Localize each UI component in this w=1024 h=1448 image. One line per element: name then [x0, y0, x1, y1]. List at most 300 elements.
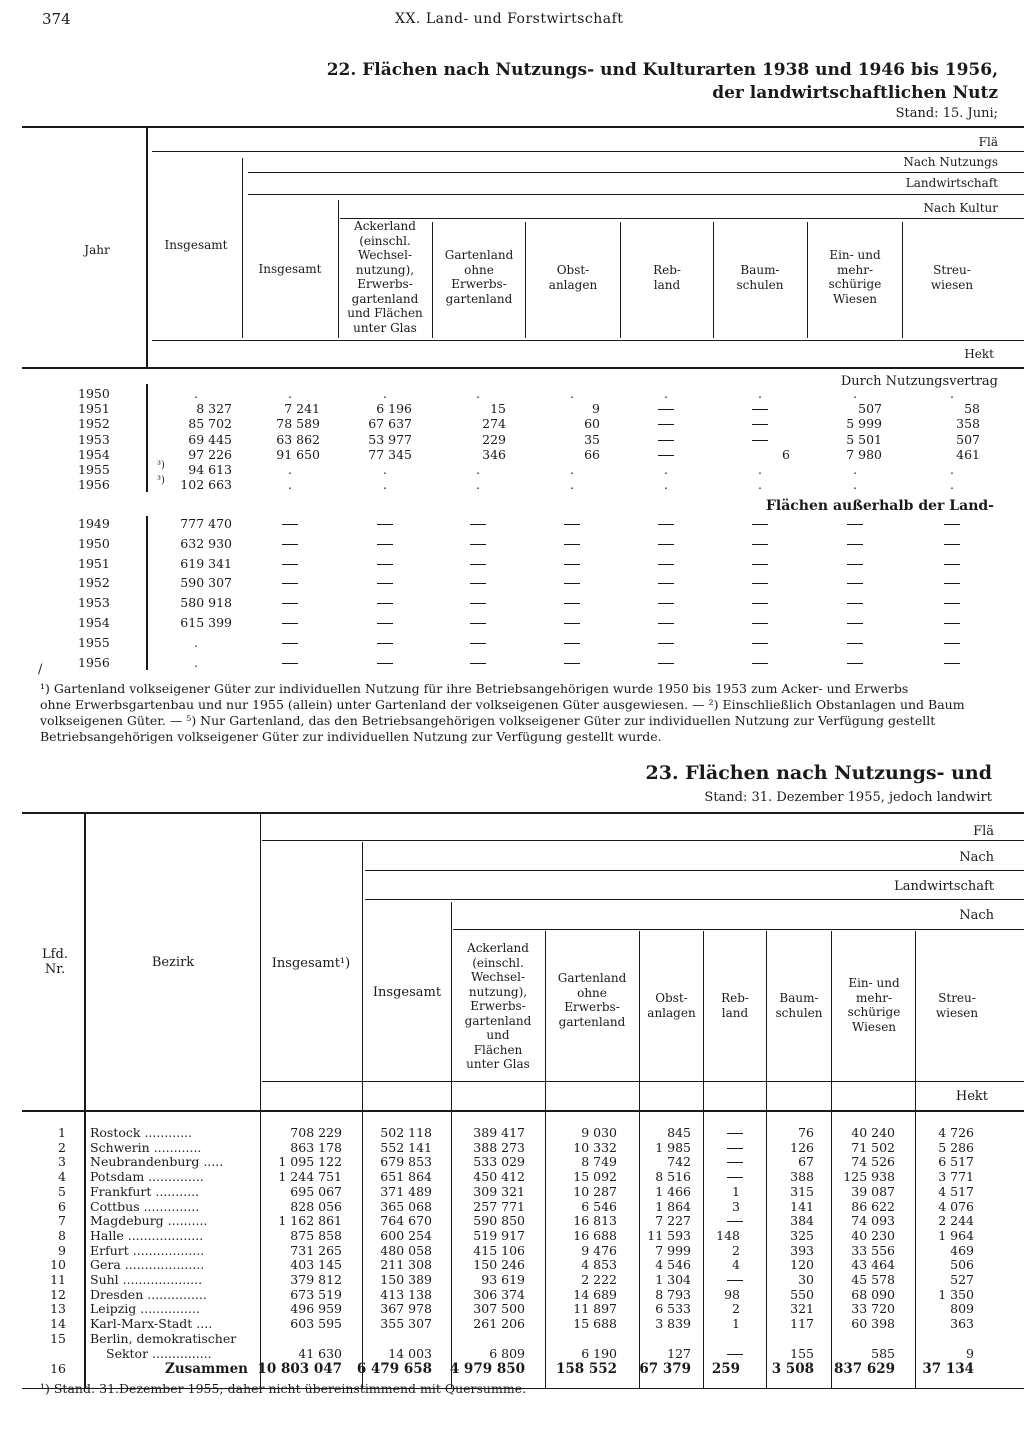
- dash: [944, 643, 960, 644]
- t23-h-streu: Streu- wiesen: [935, 991, 979, 1020]
- t23-h-fla: Flä: [973, 824, 994, 839]
- dash: [658, 409, 674, 410]
- t23-cell: 1 350: [938, 1286, 974, 1302]
- t23-cell: 141: [790, 1198, 814, 1214]
- t22-note-ref: ³): [157, 460, 165, 471]
- t22-note-ref: ³): [157, 475, 165, 487]
- t23-cell: 875 858: [290, 1227, 342, 1243]
- t22-cell: 8 327: [196, 401, 232, 417]
- t23-h-lfd-nr: Lfd. Nr.: [42, 947, 68, 977]
- t22-cell: .: [758, 477, 762, 493]
- t22-cell: [278, 516, 302, 531]
- t22-head-bottom-rule: [22, 367, 1024, 369]
- dash: [752, 409, 768, 410]
- dash: [564, 564, 580, 565]
- t23-rule-lw: [365, 899, 1024, 900]
- t23-row-nr: 9: [58, 1242, 66, 1258]
- dash: [282, 583, 298, 584]
- t22-cell: .: [383, 477, 387, 493]
- t23-cell: 33 720: [851, 1301, 895, 1317]
- t22-cell: .: [476, 462, 480, 477]
- t22-cell: [373, 655, 397, 670]
- t22-cell: .: [758, 386, 762, 401]
- t22-cell: [748, 536, 772, 551]
- t23-cell: 10 332: [573, 1139, 617, 1155]
- t22-cell: [560, 615, 584, 630]
- t22-vrule-3: [432, 222, 433, 338]
- dash: [752, 424, 768, 425]
- t23-cell: 127: [667, 1345, 691, 1361]
- dash: [282, 643, 298, 644]
- t23-total-cell: 6 479 658: [356, 1361, 432, 1378]
- running-head: XX. Land- und Forstwirtschaft: [395, 11, 624, 27]
- t23-cell: 9 476: [581, 1242, 617, 1258]
- t22-rule-hekt-top: [152, 340, 1024, 341]
- dash: [847, 663, 863, 664]
- t23-cell: 86 622: [851, 1198, 895, 1214]
- t23-row-bezirk: Gera ....................: [90, 1257, 205, 1273]
- t23-cell: 1: [732, 1183, 740, 1199]
- t22-cell: [373, 536, 397, 551]
- dash: [847, 603, 863, 604]
- t22-cell: 91 650: [276, 446, 320, 462]
- t23-cell: 519 917: [473, 1227, 525, 1243]
- t23-cell: 6 533: [655, 1301, 691, 1317]
- t23-cell: 16 688: [573, 1227, 617, 1243]
- t23-row-nr: 16: [50, 1361, 66, 1377]
- dash: [470, 583, 486, 584]
- t23-cell: 9: [966, 1345, 974, 1361]
- t22-year: 1955: [78, 462, 110, 477]
- t23-row-bezirk: Dresden ...............: [90, 1286, 207, 1302]
- t23-row-bezirk: Berlin, demokratischer: [90, 1330, 237, 1346]
- dash: [282, 564, 298, 565]
- t22-vrule-1: [242, 158, 243, 338]
- t22-cell: [748, 655, 772, 670]
- t22-cell: [748, 416, 772, 431]
- t23-cell: 506: [950, 1257, 974, 1273]
- t23-row-nr: 12: [50, 1286, 66, 1302]
- t23-cell: 828 056: [290, 1198, 342, 1214]
- t23-cell: 150 389: [380, 1272, 432, 1287]
- t22-cell: [748, 615, 772, 630]
- dash: [470, 623, 486, 624]
- t22-cell: [654, 536, 678, 551]
- t22-rule-fla: [152, 151, 1024, 152]
- t23-h-insgesamt2: Insgesamt: [372, 985, 442, 1000]
- t22-cell: [278, 575, 302, 590]
- t23-cell: 1 864: [655, 1198, 691, 1214]
- t22-cell: [466, 556, 490, 571]
- t23-cell: 41 630: [298, 1345, 342, 1361]
- t22-year: 1954: [78, 446, 110, 462]
- dash: [944, 603, 960, 604]
- t23-cell: 6 517: [938, 1154, 974, 1170]
- t23-cell: 257 771: [473, 1198, 525, 1214]
- t23-cell: 67: [798, 1154, 814, 1170]
- t22-cell: [466, 635, 490, 650]
- t22-cell: [940, 536, 964, 551]
- t22-cell: [373, 556, 397, 571]
- t23-cell: 321: [790, 1301, 814, 1317]
- t23-cell: 120: [790, 1257, 814, 1273]
- t23-cell: 7 227: [655, 1213, 691, 1229]
- t22-h-jahr: Jahr: [84, 243, 110, 257]
- t23-h-ackerland: Ackerland (einschl. Wechsel- nutzung), Erwerbs- gartenland und Flächen unter Glas: [464, 941, 532, 1071]
- t22-h-gartenland: Gartenland ohne Erwerbs- gartenland: [444, 248, 514, 306]
- t22-cell: [843, 655, 867, 670]
- dash: [564, 603, 580, 604]
- dash: [944, 544, 960, 545]
- t23-cell: 552 141: [380, 1139, 432, 1155]
- t22-vrule-5: [620, 222, 621, 338]
- t22-year: 1954: [78, 615, 110, 630]
- t23-head-bottom-rule: [22, 1110, 1024, 1112]
- dash: [847, 583, 863, 584]
- t23-total-cell: 259: [711, 1361, 740, 1378]
- t22-cell: 6 196: [376, 401, 412, 417]
- t22-cell: 580 918: [180, 595, 232, 611]
- t22-vrule-6: [713, 222, 714, 338]
- dash: [658, 603, 674, 604]
- t22-cell: [654, 655, 678, 670]
- t22-cell: [560, 635, 584, 650]
- t22-cell: 5 501: [846, 431, 882, 447]
- t23-cell: 384: [790, 1213, 814, 1229]
- t23-rule-fla: [262, 840, 1024, 841]
- t22-cell: [278, 536, 302, 551]
- dash: [944, 583, 960, 584]
- t23-cell: 2 244: [938, 1213, 974, 1229]
- t22-cell: [940, 635, 964, 650]
- t23-cell: 68 090: [851, 1286, 895, 1302]
- dash: [658, 544, 674, 545]
- t23-cell: 2: [732, 1242, 740, 1258]
- t23-rule-hekt-top: [262, 1081, 1024, 1082]
- t22-cell: [654, 401, 678, 416]
- t23-row-nr: 8: [58, 1227, 66, 1243]
- t22-cell: [560, 536, 584, 551]
- dash: [847, 524, 863, 525]
- t23-cell: 60 398: [851, 1316, 895, 1332]
- t22-cell: [560, 655, 584, 670]
- t22-cell: 9: [592, 401, 600, 417]
- t22-cell: [843, 595, 867, 610]
- t22-section1-label: Durch Nutzungsvertrag: [840, 374, 998, 389]
- t23-cell: 5 286: [938, 1139, 974, 1155]
- t23-cell: 389 417: [473, 1125, 525, 1140]
- t23-cell: 679 853: [380, 1154, 432, 1170]
- t23-h-reb: Reb- land: [721, 991, 749, 1020]
- t23-total-cell: 837 629: [833, 1361, 895, 1378]
- t23-h-landwirtschaft: Landwirtschaft: [894, 879, 994, 894]
- t22-cell: [940, 615, 964, 630]
- t22-cell: [466, 595, 490, 610]
- t23-cell: 306 374: [473, 1286, 525, 1302]
- t23-cell: 496 959: [290, 1301, 342, 1317]
- t22-cell: [373, 575, 397, 590]
- t22-year: 1956: [78, 654, 110, 670]
- t22-year: 1953: [78, 431, 110, 447]
- t23-row-nr: 13: [50, 1301, 66, 1317]
- t23-cell: 93 619: [481, 1272, 525, 1287]
- t22-cell: [843, 635, 867, 650]
- t22-cell: .: [950, 462, 954, 477]
- t22-cell: [654, 595, 678, 610]
- t22-cell: .: [383, 386, 387, 401]
- dash: [377, 643, 393, 644]
- t23-total-cell: 158 552: [555, 1361, 617, 1378]
- t22-cell: [654, 615, 678, 630]
- dash: [752, 524, 768, 525]
- dash: [282, 623, 298, 624]
- t23-row-bezirk: Frankfurt ...........: [90, 1183, 200, 1199]
- t23-cell: 379 812: [290, 1272, 342, 1287]
- t23-cell: 261 206: [473, 1316, 525, 1332]
- t22-year: 1953: [78, 595, 110, 611]
- t22-cell: 5 999: [846, 416, 882, 432]
- t23-cell: 1 304: [655, 1272, 691, 1287]
- t22-cell: 6: [782, 446, 790, 462]
- t23-cell: 211 308: [380, 1257, 432, 1273]
- t22-cell: 346: [482, 446, 506, 462]
- t23-cell: 6 546: [581, 1198, 617, 1214]
- t22-h-ackerland: Ackerland (einschl. Wechsel- nutzung), Erwerbs- gartenland und Flächen unter Glas: [347, 219, 423, 335]
- dash: [564, 643, 580, 644]
- t22-cell: [466, 516, 490, 531]
- t22-cell: [278, 655, 302, 670]
- t23-h-insgesamt: Insgesamt¹): [271, 956, 351, 971]
- t22-cell: [466, 575, 490, 590]
- t23-h-wiesen: Ein- und mehr- schürige Wiesen: [847, 976, 901, 1034]
- t22-cell: [748, 556, 772, 571]
- t22-footnotes: ¹) Gartenland volkseigener Güter zur individuellen Nutzung für ihre Betriebsangehörigen wurde 1950 bis 1953 zum Acker- und Erwerbs ohne Erwerbsgartenbau und nur 1955 (allein) unter Gartenland der volkseigenen Güter ausgewiesen. — ²) Einschließlich Obstanlagen und Baum volkseigenen Güter. — ⁵) Nur Gartenland, das den Betriebsangehörigen volkseigener Güter zur individuellen Nutzung zur Verfügung gestellt Betriebsangehörigen volkseigener Güter zur individuellen Nutzung zur Verfügung gestellt wurde.: [40, 681, 965, 744]
- t22-cell: .: [476, 477, 480, 493]
- t23-cell: 1 985: [655, 1139, 691, 1155]
- t23-total-cell: 37 134: [922, 1361, 974, 1378]
- t23-cell: 33 556: [851, 1242, 895, 1258]
- t23-cell: 125 938: [843, 1169, 895, 1185]
- t23-total-cell: 3 508: [771, 1361, 814, 1378]
- t23-cell: 502 118: [380, 1125, 432, 1140]
- t22-cell: [278, 635, 302, 650]
- t23-row-nr: 10: [50, 1257, 66, 1273]
- dash: [658, 623, 674, 624]
- t23-row-bezirk: Rostock ............: [90, 1125, 193, 1140]
- t22-cell: 94 613: [188, 462, 232, 477]
- t22-h-hekt: Hekt: [964, 347, 994, 361]
- t23-cell: 742: [667, 1154, 691, 1170]
- t22-cell: [560, 575, 584, 590]
- t23-row-nr: 7: [58, 1213, 66, 1229]
- t22-cell: [373, 595, 397, 610]
- t23-cell: 45 578: [851, 1272, 895, 1287]
- t23-cell: 2 222: [581, 1272, 617, 1287]
- t22-h-baum: Baum- schulen: [736, 263, 784, 292]
- t22-cell: 358: [956, 416, 980, 432]
- t22-h-fla: Flä: [978, 135, 998, 149]
- t22-cell: .: [570, 462, 574, 477]
- t22-cell: .: [383, 462, 387, 477]
- t22-cell: [843, 556, 867, 571]
- t23-rule-nach2: [453, 929, 1024, 930]
- dash: [658, 663, 674, 664]
- t23-total-label: Zusammen: [165, 1361, 248, 1378]
- t23-cell: 4 853: [581, 1257, 617, 1273]
- t23-cell: 14 689: [573, 1286, 617, 1302]
- t22-cell: [748, 432, 772, 447]
- t22-cell: .: [570, 386, 574, 401]
- t23-cell: 11 897: [573, 1301, 617, 1317]
- t23-cell: 6 809: [489, 1345, 525, 1361]
- t22-cell: [654, 575, 678, 590]
- dash: [752, 583, 768, 584]
- t23-cell: 550: [790, 1286, 814, 1302]
- t23-total-cell: 4 979 850: [449, 1361, 525, 1378]
- t23-cell: 585: [871, 1345, 895, 1361]
- t22-cell: 69 445: [188, 431, 232, 447]
- t22-cell: [748, 595, 772, 610]
- t23-total-cell: 10 803 047: [257, 1361, 342, 1378]
- t22-cell: 632 930: [180, 535, 232, 551]
- t22-year: 1955: [78, 634, 110, 650]
- t22-cell: 229: [482, 431, 506, 447]
- t23-cell: 355 307: [380, 1316, 432, 1332]
- t22-cell: 63 862: [276, 431, 320, 447]
- t23-cell: 4 726: [938, 1125, 974, 1140]
- t22-cell: [940, 655, 964, 670]
- dash: [377, 603, 393, 604]
- t23-cell: 16 813: [573, 1213, 617, 1229]
- dash: [470, 663, 486, 664]
- t22-cell: .: [853, 462, 857, 477]
- t23-h-hekt: Hekt: [955, 1089, 988, 1104]
- t23-cell: 845: [667, 1125, 691, 1140]
- t23-top-rule: [22, 812, 1024, 814]
- t23-row-bezirk: Suhl ....................: [90, 1272, 203, 1287]
- t22-cell: 590 307: [180, 575, 232, 591]
- t23-cell: 469: [950, 1242, 974, 1258]
- t22-cell: 274: [482, 416, 506, 432]
- t23-cell: 30: [798, 1272, 814, 1287]
- t22-cell: [560, 516, 584, 531]
- t22-cell: [466, 655, 490, 670]
- t23-h-bezirk: Bezirk: [151, 955, 195, 970]
- t23-cell: 74 526: [851, 1154, 895, 1170]
- t23-row-bezirk: Karl-Marx-Stadt ....: [90, 1316, 213, 1332]
- t23-cell: 315: [790, 1183, 814, 1199]
- t22-cell: [560, 556, 584, 571]
- t23-cell: 40 240: [851, 1125, 895, 1140]
- t22-cell: .: [664, 386, 668, 401]
- dash: [752, 663, 768, 664]
- t23-cell: 415 106: [473, 1242, 525, 1258]
- t23-row-bezirk: Sektor ...............: [106, 1345, 212, 1361]
- t22-cell: 60: [584, 416, 600, 432]
- t23-cell: 117: [790, 1316, 814, 1332]
- t23-row-bezirk: Schwerin ............: [90, 1139, 202, 1155]
- t22-rule-kultur: [340, 218, 1024, 219]
- dash: [658, 564, 674, 565]
- t23-cell: 74 093: [851, 1213, 895, 1229]
- t23-cell: 603 595: [290, 1316, 342, 1332]
- t23-cell: 1: [732, 1316, 740, 1332]
- t22-vrule-7: [807, 222, 808, 338]
- dash: [470, 564, 486, 565]
- t23-cell: 148: [716, 1227, 740, 1243]
- t22-h-obst: Obst- anlagen: [548, 263, 598, 292]
- t23-row-bezirk: Potsdam ..............: [90, 1169, 204, 1185]
- t23-cell: 2: [732, 1301, 740, 1317]
- t22-cell: .: [288, 386, 292, 401]
- t23-cell: 307 500: [473, 1301, 525, 1317]
- dash: [564, 583, 580, 584]
- t23-row-bezirk: Magdeburg ..........: [90, 1213, 208, 1229]
- t23-cell: 8 516: [655, 1169, 691, 1185]
- dash: [470, 524, 486, 525]
- t22-year: 1951: [78, 401, 110, 417]
- dash: [658, 524, 674, 525]
- t22-vrule-8: [902, 222, 903, 338]
- t23-cell: 8 749: [581, 1154, 617, 1170]
- dash: [847, 564, 863, 565]
- table23-stand: Stand: 31. Dezember 1955, jedoch landwirt: [704, 790, 992, 805]
- t22-cell: [654, 447, 678, 462]
- t22-cell: 77 345: [368, 446, 412, 462]
- dash: [944, 524, 960, 525]
- dash: [658, 643, 674, 644]
- t23-cell: 4 546: [655, 1257, 691, 1273]
- dash: [564, 524, 580, 525]
- t23-cell: 3: [732, 1198, 740, 1214]
- table22-title-line1: 22. Flächen nach Nutzungs- und Kulturarten 1938 und 1946 bis 1956,: [326, 60, 998, 80]
- t23-row-nr: 3: [58, 1154, 66, 1170]
- dash: [752, 603, 768, 604]
- dash: [658, 455, 674, 456]
- t23-cell: 1 162 861: [278, 1213, 342, 1229]
- t23-cell: 155: [790, 1345, 814, 1361]
- t23-row-bezirk: Cottbus ..............: [90, 1198, 200, 1214]
- t22-cell: [843, 575, 867, 590]
- t23-cell: 764 670: [380, 1213, 432, 1229]
- t23-h-gartenland: Gartenland ohne Erwerbs- gartenland: [557, 971, 627, 1029]
- t23-cell: 11 593: [647, 1227, 691, 1243]
- t22-cell: .: [853, 386, 857, 401]
- dash: [847, 623, 863, 624]
- t23-cell: 393: [790, 1242, 814, 1258]
- t22-cell: 85 702: [188, 416, 232, 432]
- t23-row-bezirk: Leipzig ...............: [90, 1301, 200, 1317]
- t23-cell: 695 067: [290, 1183, 342, 1199]
- t22-cell: [466, 536, 490, 551]
- t23-cell: 10 287: [573, 1183, 617, 1199]
- t23-row-nr: 2: [58, 1139, 66, 1155]
- dash: [377, 663, 393, 664]
- t23-cell: 480 058: [380, 1242, 432, 1258]
- dash: [282, 524, 298, 525]
- t23-cell: 126: [790, 1139, 814, 1155]
- t23-cell: 1 964: [938, 1227, 974, 1243]
- t23-row-nr: 11: [50, 1272, 66, 1287]
- t22-year: 1956: [78, 477, 110, 493]
- t23-cell: 43 464: [851, 1257, 895, 1273]
- t22-cell: 7 241: [284, 401, 320, 417]
- dash: [377, 544, 393, 545]
- dash: [470, 603, 486, 604]
- t22-cell: [373, 635, 397, 650]
- dash: [658, 440, 674, 441]
- t23-total-cell: 67 379: [639, 1361, 691, 1378]
